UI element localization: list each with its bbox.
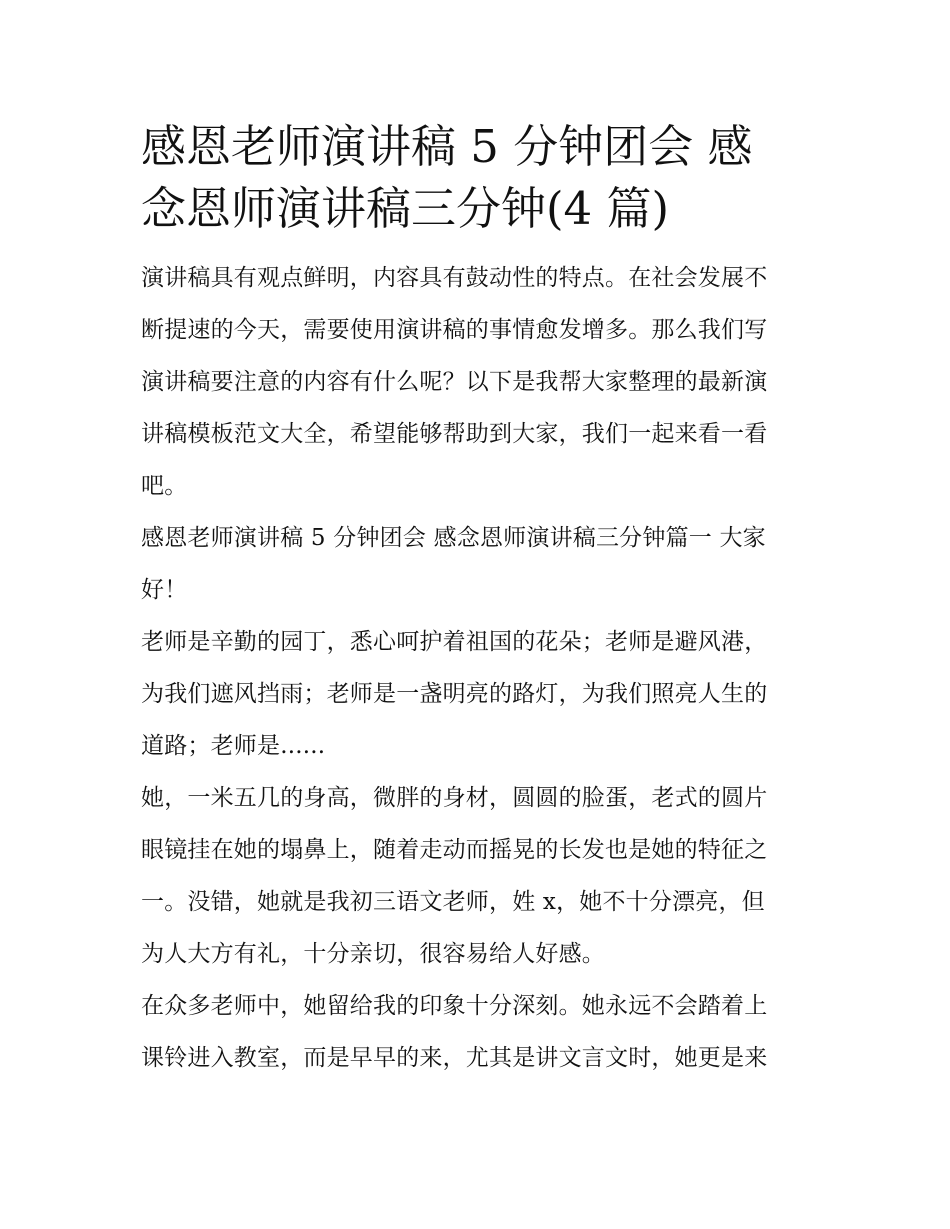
text-line: 在众多老师中，她留给我的印象十分深刻。她永远不会踏着上	[141, 993, 768, 1019]
text-line: 为人大方有礼，十分亲切，很容易给人好感。	[141, 941, 605, 967]
paragraph-teacher-metaphor	[141, 616, 813, 772]
text-line: 老师是辛勤的园丁，悉心呵护着祖国的花朵；老师是避风港，	[141, 629, 768, 655]
paragraph-intro	[141, 252, 813, 512]
text-line: 她，一米五几的身高，微胖的身材，圆圆的脸蛋，老式的圆片	[141, 785, 768, 811]
title-line: 感恩老师演讲稿 5 分钟团会 感	[141, 120, 753, 173]
text-line: 眼镜挂在她的塌鼻上，随着走动而摇晃的长发也是她的特征之	[141, 837, 768, 863]
document-title	[141, 116, 813, 240]
text-line: 演讲稿要注意的内容有什么呢？以下是我帮大家整理的最新演	[141, 369, 768, 395]
text-line: 道路；老师是......	[141, 733, 326, 759]
text-line: 讲稿模板范文大全，希望能够帮助到大家，我们一起来看一看	[141, 421, 768, 447]
paragraph-impression	[141, 980, 813, 1084]
text-line: 好！	[141, 577, 188, 603]
text-line: 演讲稿具有观点鲜明，内容具有鼓动性的特点。在社会发展不	[141, 265, 768, 291]
paragraph-section-heading	[141, 512, 813, 616]
text-line: 断提速的今天，需要使用演讲稿的事情愈发增多。那么我们写	[141, 317, 768, 343]
title-line: 念恩师演讲稿三分钟(4 篇)	[141, 182, 670, 235]
text-line: 感恩老师演讲稿 5 分钟团会 感念恩师演讲稿三分钟篇一 大家	[141, 525, 766, 551]
text-line: 课铃进入教室，而是早早的来，尤其是讲文言文时，她更是来	[141, 1045, 768, 1071]
paragraph-teacher-description	[141, 772, 813, 980]
text-line: 吧。	[141, 473, 188, 499]
text-line: 为我们遮风挡雨；老师是一盏明亮的路灯，为我们照亮人生的	[141, 681, 768, 707]
document-content	[141, 116, 813, 1084]
text-line: 一。没错，她就是我初三语文老师，姓 x，她不十分漂亮，但	[141, 889, 765, 915]
